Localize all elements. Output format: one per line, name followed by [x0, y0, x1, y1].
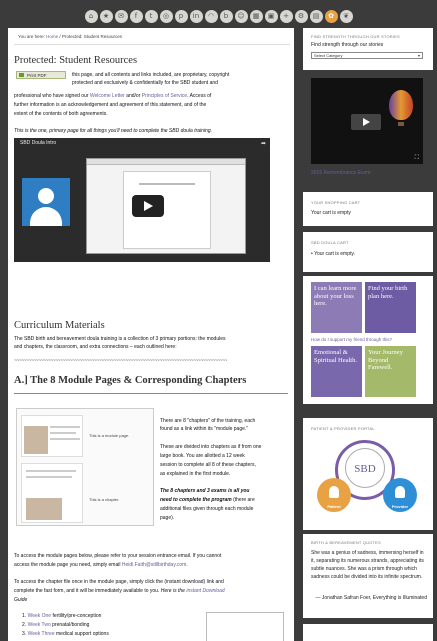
print-pdf-button[interactable] [16, 71, 66, 79]
plus-icon[interactable]: + [280, 10, 293, 23]
leaf-icon[interactable]: ❦ [340, 10, 353, 23]
book-icon[interactable]: ▤ [310, 10, 323, 23]
list-item: 2. Week Two prenatal/bonding [22, 622, 90, 628]
share-icon[interactable]: ➦ [260, 141, 266, 147]
week-link[interactable]: Week Three [27, 631, 55, 637]
breadcrumb-prefix: You are here: [18, 34, 45, 39]
sbd-logo: SBD [345, 448, 385, 488]
tile-birth-plan[interactable]: Find your birth plan here. [365, 282, 416, 333]
video-screenshot [86, 158, 246, 254]
chapters-text-2: found as a link within its "module page." [160, 426, 249, 432]
chapter-caption: This is a chapter. [89, 497, 120, 502]
access-text-4: complete the fast form, and it will be immediately available to you. Here is the instant Download [14, 588, 225, 594]
sidebar [303, 28, 433, 641]
access-text-2: access the module page you need, simply email Heidi.Faith@stillbirthday.com. [14, 562, 188, 568]
access-text-1: To access the module pages below, please refer to your session entrance email. If you cannot [14, 553, 222, 559]
pinterest-icon[interactable]: p [175, 10, 188, 23]
weeks-list [22, 612, 109, 639]
provider-icon [395, 486, 405, 498]
shopping-cart-widget [303, 192, 433, 226]
list-item: 1. Week One fertility/pre-conception [22, 613, 102, 619]
mail-icon[interactable]: ✉ [115, 10, 128, 23]
hot-air-balloon [389, 90, 413, 120]
breadcrumb-home-link[interactable]: Home [46, 34, 59, 39]
video-title: SBD Doula Intro [20, 140, 57, 146]
tile-learn-about-loss[interactable]: I can learn more about your loss here. [311, 282, 362, 333]
support-friend-link[interactable]: How do I support my friend through this? [311, 337, 393, 342]
divider [14, 44, 290, 45]
list-item: 3. Week Three medical support options [22, 631, 109, 637]
grid-icon[interactable]: ▣ [265, 10, 278, 23]
facebook-icon[interactable]: f [130, 10, 143, 23]
doula-cart-widget [303, 232, 433, 272]
quote-attribution: — Jonathan Safran Foer, Everything is Illuminated [315, 595, 427, 601]
curriculum-text-1: The SBD birth and bereavement doula training is a collection of 3 primary portions: the modules [14, 336, 226, 342]
section-a-heading: A.] The 8 Module Pages & Corresponding Chapters [14, 375, 247, 386]
access-text-3: To access the chapter file once in the module page, simply click the (instant download) link and [14, 579, 224, 585]
email-link[interactable]: Heidi.Faith@stillbirthday.com [121, 562, 187, 568]
flower-icon[interactable]: ✿ [325, 10, 338, 23]
breadcrumb-current: Protected: Student Resources [61, 34, 122, 39]
chapters-text-4: large book. You are allotted a 12 week [160, 453, 245, 459]
guide-link[interactable]: Guide [14, 597, 28, 603]
quotes-widget [303, 534, 433, 618]
stories-text: Find strength through our stories [311, 42, 384, 48]
instagram-icon[interactable]: ◎ [160, 10, 173, 23]
quote-text: She was a genius of sadness, immersing herself in it, separating its numerous strands, appreciating its subtle nuances. She was a prism through which sadness could be divided into its infinite spectrum. [311, 550, 424, 580]
chevron-down-icon: ▾ [417, 53, 420, 58]
linkedin-icon[interactable]: in [190, 10, 203, 23]
image-placeholder [206, 612, 284, 641]
chapters-text-5: session to complete all 8 of these chapters, [160, 462, 256, 468]
tile-emotional-health[interactable]: Emotional & Spiritual Health. [311, 346, 362, 397]
cart-status: Your cart is empty [311, 210, 351, 216]
widget-title: BIRTH & BEREAVEMENT QUOTES [311, 540, 381, 545]
widget-title: FIND STRENGTH THROUGH OUR STORIES [311, 34, 400, 39]
patient-label: Patient [327, 504, 341, 509]
breadcrumb [8, 28, 294, 39]
user-icon[interactable]: ☺ [235, 10, 248, 23]
chapters-text-6: as explained in the first module. [160, 471, 231, 477]
page-title: Protected: Student Resources [14, 55, 138, 66]
stories-widget [303, 28, 433, 70]
twitter-icon[interactable]: t [145, 10, 158, 23]
blog-icon[interactable]: b [220, 10, 233, 23]
fullscreen-icon[interactable]: ⛶ [414, 155, 419, 161]
principles-of-service-link[interactable]: Principles of Service [141, 93, 188, 99]
patient-icon [329, 486, 339, 498]
patient-provider-portal-widget [303, 418, 433, 530]
rss-icon[interactable]: ◠ [205, 10, 218, 23]
chapters-text-9: additional files given through each module [160, 506, 254, 512]
calendar-icon[interactable]: ▦ [250, 10, 263, 23]
instant-download-link[interactable]: instant Download [186, 588, 225, 594]
module-caption: This is a module page. [89, 433, 130, 438]
intro-line-2: protected and exclusively & confidentially for the SBD student and [72, 80, 218, 86]
welcome-letter-link[interactable]: Welcome Letter [89, 93, 125, 99]
widget-title: SBD DOULA CART [311, 240, 349, 245]
widget-title: PATIENT & PROVIDER PORTAL [311, 426, 375, 431]
main-content [8, 28, 294, 641]
week-link[interactable]: Week Two [27, 622, 51, 628]
printer-icon [19, 73, 24, 77]
next-widget [303, 624, 433, 641]
chapters-text-1: There are 8 "chapters" of the training, each [160, 418, 256, 424]
chapters-text-7: The 8 chapters and 3 exams is all you [160, 488, 250, 494]
intro-line-4: further information is an acknowledgement and agreement of this statement, and of the [14, 102, 207, 108]
doula-cart-status: • Your cart is empty. [311, 251, 355, 257]
chapters-text-10: page). [160, 515, 175, 521]
curriculum-text-2: and chapters, the classroom, and extra connections – each outlined here: [14, 344, 177, 350]
print-label: Print [27, 73, 37, 78]
remembrance-video[interactable] [311, 78, 423, 164]
social-icon-bar [0, 8, 437, 28]
portal-graphic [311, 438, 423, 522]
week-link[interactable]: Week One [27, 613, 52, 619]
chapters-text-3: These are divided into chapters as if from one [160, 444, 262, 450]
resources-widget [303, 276, 433, 404]
provider-label: Provider [391, 504, 409, 509]
play-button[interactable] [132, 195, 164, 217]
gear-icon[interactable]: ⚙ [295, 10, 308, 23]
breadcrumb-separator: / [59, 34, 61, 39]
curriculum-heading: Curriculum Materials [14, 320, 105, 331]
divider [14, 393, 288, 394]
video-widget [303, 70, 433, 182]
home-icon[interactable]: ⌂ [85, 10, 98, 23]
module-example-image [16, 408, 154, 526]
chapters-text-8: need to complete the program (there are [160, 497, 255, 503]
remembrance-event-link[interactable]: 2015 Remembrance Event [311, 170, 371, 176]
intro-line-1: this page, and all contents and links included, are proprietary, copyright [72, 72, 230, 78]
tile-journey-beyond[interactable]: Your Journey Beyond Farewell. [365, 346, 416, 397]
widget-title: YOUR SHOPPING CART [311, 200, 361, 205]
intro-line-5: extent of the contents of both agreements. [14, 111, 108, 117]
intro-video-player[interactable] [14, 138, 270, 262]
pdf-label: PDF [37, 73, 47, 78]
intro-line-3: professional who have signed our Welcome Letter and/or Principles of Service. Access of [14, 93, 212, 99]
primary-page-note: This is the one, primary page for all things you'll need to complete the SBD doula training. [14, 128, 213, 134]
tilde-divider: ~~~~~~~~~~~~~~~~~~~~~~~~~~~~~~~~~~~~~~~~~~~~~~~~~~~~~~~~~~~~~~~~~~~~~~~~~~~~~~~~~~~~~~~~ [14, 358, 227, 364]
category-select[interactable]: Select Category ▾ [311, 52, 423, 59]
star-icon[interactable]: ★ [100, 10, 113, 23]
avatar [22, 178, 70, 226]
play-button[interactable] [351, 114, 381, 130]
